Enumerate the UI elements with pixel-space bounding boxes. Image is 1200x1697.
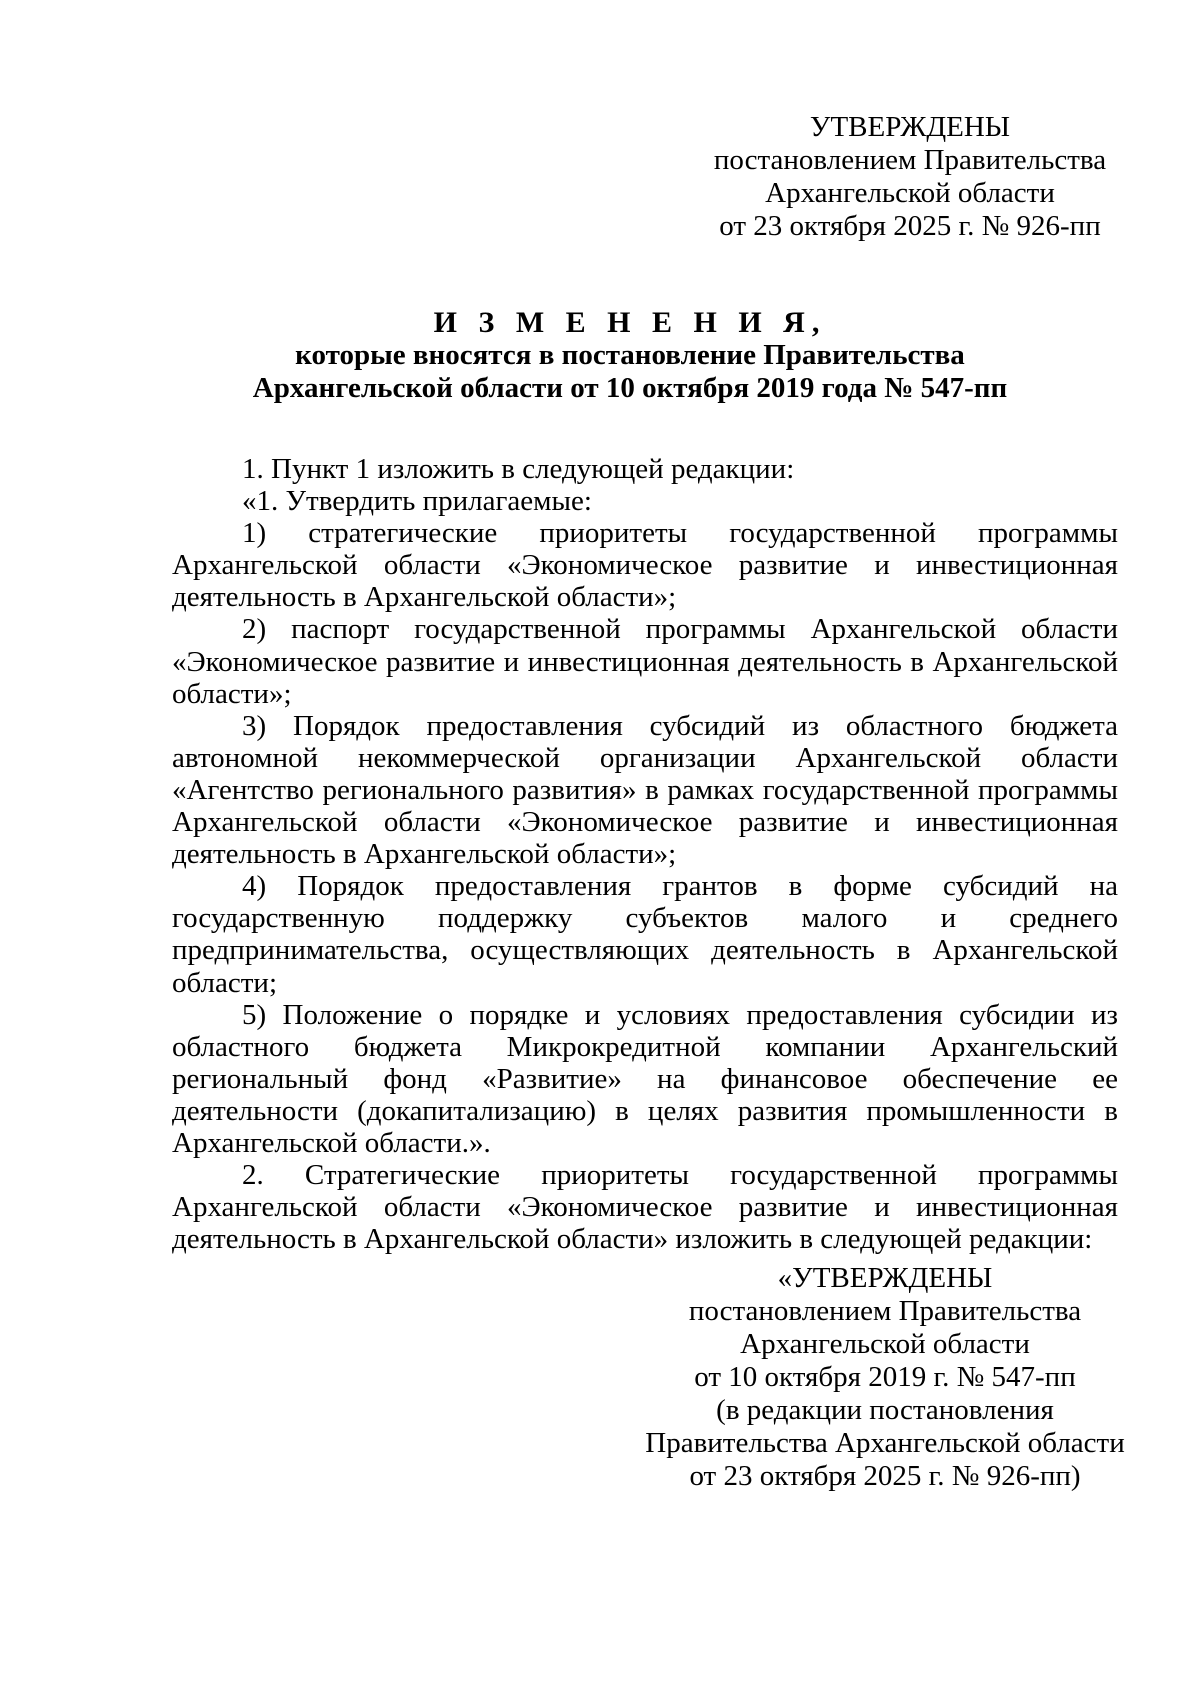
paragraph-subitem-3: 3) Порядок предоставления субсидий из областного бюджета автономной некоммерческой организации Архангельской области «Агентство регионального развития» в рамках государственной программы Архангельской области «Экономическое развитие и инвестиционная деятельность в Архангельской области»; — [172, 709, 1118, 871]
approval-line: Архангельской области — [740, 1328, 1030, 1360]
paragraph-subitem-1: 1) стратегические приоритеты государственной программы Архангельской области «Экономическое развитие и инвестиционная деятельность в Архангельской области»; — [172, 517, 1118, 614]
document-body — [172, 453, 1118, 1255]
paragraph-subitem-5: 5) Положение о порядке и условиях предоставления субсидии из областного бюджета Микрокредитной компании Архангельский региональный фонд «Развитие» на финансовое обеспечение ее деятельности (докапитализацию) в целях развития промышленности в Архангельской области.». — [172, 998, 1118, 1159]
approval-stamp-top — [690, 111, 1130, 243]
heading-subtitle-line: которые вносятся в постановление Правительства — [295, 339, 965, 371]
heading-title: И З М Е Н Е Н И Я, — [433, 306, 827, 339]
paragraph-item-2: 2. Стратегические приоритеты государственной программы Архангельской области «Экономическое развитие и инвестиционная деятельность в Архангельской области» изложить в следующей редакции: — [172, 1159, 1118, 1256]
paragraph-subitem-2: 2) паспорт государственной программы Архангельской области «Экономическое развитие и инвестиционная деятельность в Архангельской области»; — [172, 613, 1118, 710]
approval-line: УТВЕРЖДЕНЫ — [809, 111, 1011, 143]
approval-line: «УТВЕРЖДЕНЫ — [777, 1262, 993, 1294]
approval-line: (в редакции постановления — [716, 1394, 1054, 1426]
approval-line: постановлением Правительства — [688, 1295, 1082, 1327]
paragraph-item-1: 1. Пункт 1 изложить в следующей редакции: — [242, 453, 795, 485]
approval-line: от 23 октября 2025 г. № 926-пп — [719, 210, 1101, 242]
paragraph-subitem-4: 4) Порядок предоставления грантов в форме субсидий на государственную поддержку субъектов малого и среднего предпринимательства, осуществляющих деятельность в Архангельской области; — [172, 870, 1118, 999]
approval-line: от 23 октября 2025 г. № 926-пп) — [689, 1460, 1081, 1492]
approval-line: Правительства Архангельской области — [645, 1427, 1125, 1459]
heading-subtitle-line: Архангельской области от 10 октября 2019 года № 547-пп — [252, 372, 1008, 404]
approval-stamp-bottom — [640, 1262, 1130, 1493]
approval-line: постановлением Правительства — [713, 144, 1107, 176]
approval-line: от 10 октября 2019 г. № 547-пп — [694, 1361, 1076, 1393]
document-heading — [150, 306, 1110, 405]
paragraph-approve-list: «1. Утвердить прилагаемые: — [242, 485, 592, 518]
approval-line: Архангельской области — [765, 177, 1055, 209]
